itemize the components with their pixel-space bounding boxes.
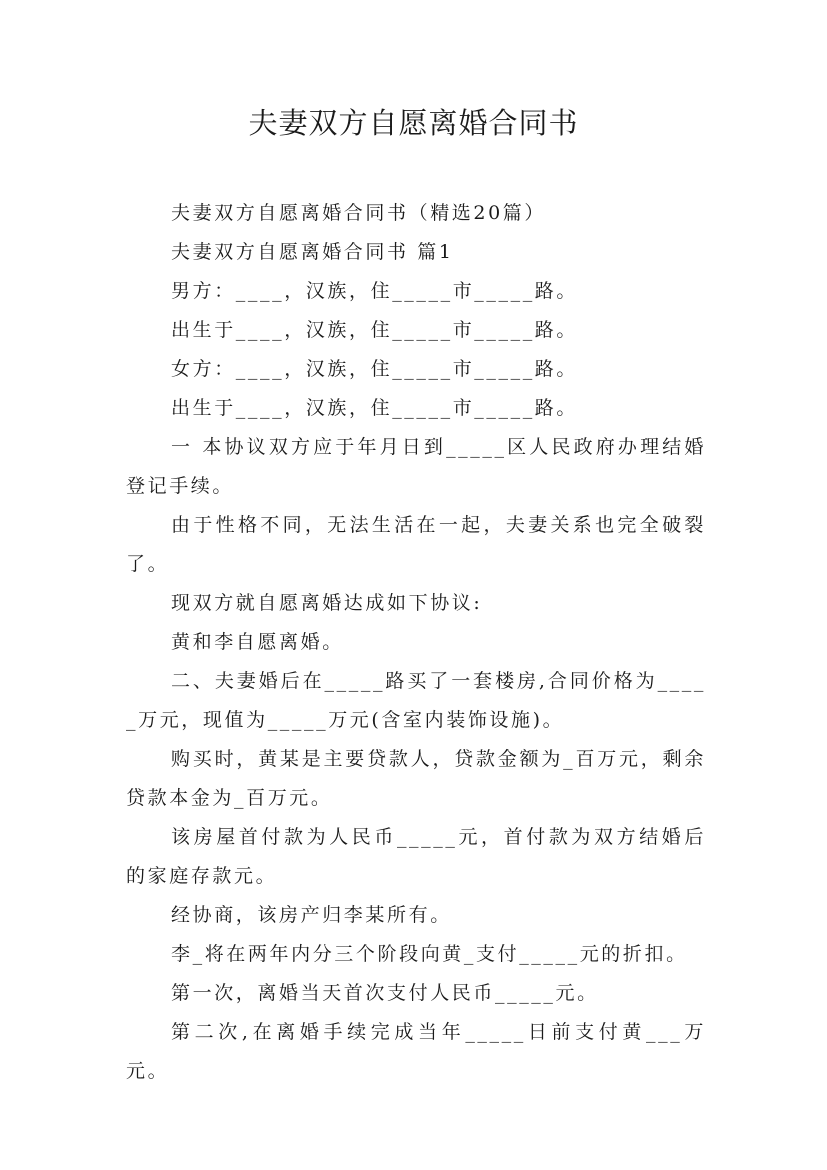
paragraph: 夫妻双方自愿离婚合同书（精选20篇） — [171, 202, 546, 224]
paragraph: 夫妻双方自愿离婚合同书 篇1 — [171, 241, 454, 263]
paragraph: 女方：____，汉族，住_____市_____路。 — [171, 358, 579, 380]
paragraph: 出生于____，汉族，住_____市_____路。 — [171, 319, 579, 341]
paragraph: 李_将在两年内分三个阶段向黄_支付_____元的折扣。 — [171, 943, 688, 965]
paragraph: 由于性格不同，无法生活在一起，夫妻关系也完全破裂了。 — [126, 514, 706, 575]
paragraph: 第一次，离婚当天首次支付人民币_____元。 — [171, 982, 599, 1004]
paragraph: 二、夫妻婚后在_____路买了一套楼房,合同价格为_____万元，现值为_____万元(含室内装饰设施)。 — [126, 670, 706, 731]
paragraph: 现双方就自愿离婚达成如下协议: — [171, 592, 483, 614]
paragraph: 出生于____，汉族，住_____市_____路。 — [171, 397, 579, 419]
paragraph: 该房屋首付款为人民币_____元，首付款为双方结婚后的家庭存款元。 — [126, 826, 706, 887]
paragraph: 男方：____，汉族，住_____市_____路。 — [171, 280, 579, 302]
document-title: 夫妻双方自愿离婚合同书 — [248, 106, 579, 140]
paragraph: 一 本协议双方应于年月日到_____区人民政府办理结婚登记手续。 — [126, 436, 706, 497]
paragraph: 购买时，黄某是主要贷款人，贷款金额为_百万元，剩余贷款本金为_百万元。 — [126, 748, 706, 809]
paragraph: 黄和李自愿离婚。 — [171, 631, 344, 653]
paragraph: 第二次,在离婚手续完成当年_____日前支付黄___万元。 — [126, 1021, 706, 1082]
document-body — [126, 194, 706, 1091]
paragraph: 经协商，该房产归李某所有。 — [171, 904, 452, 926]
